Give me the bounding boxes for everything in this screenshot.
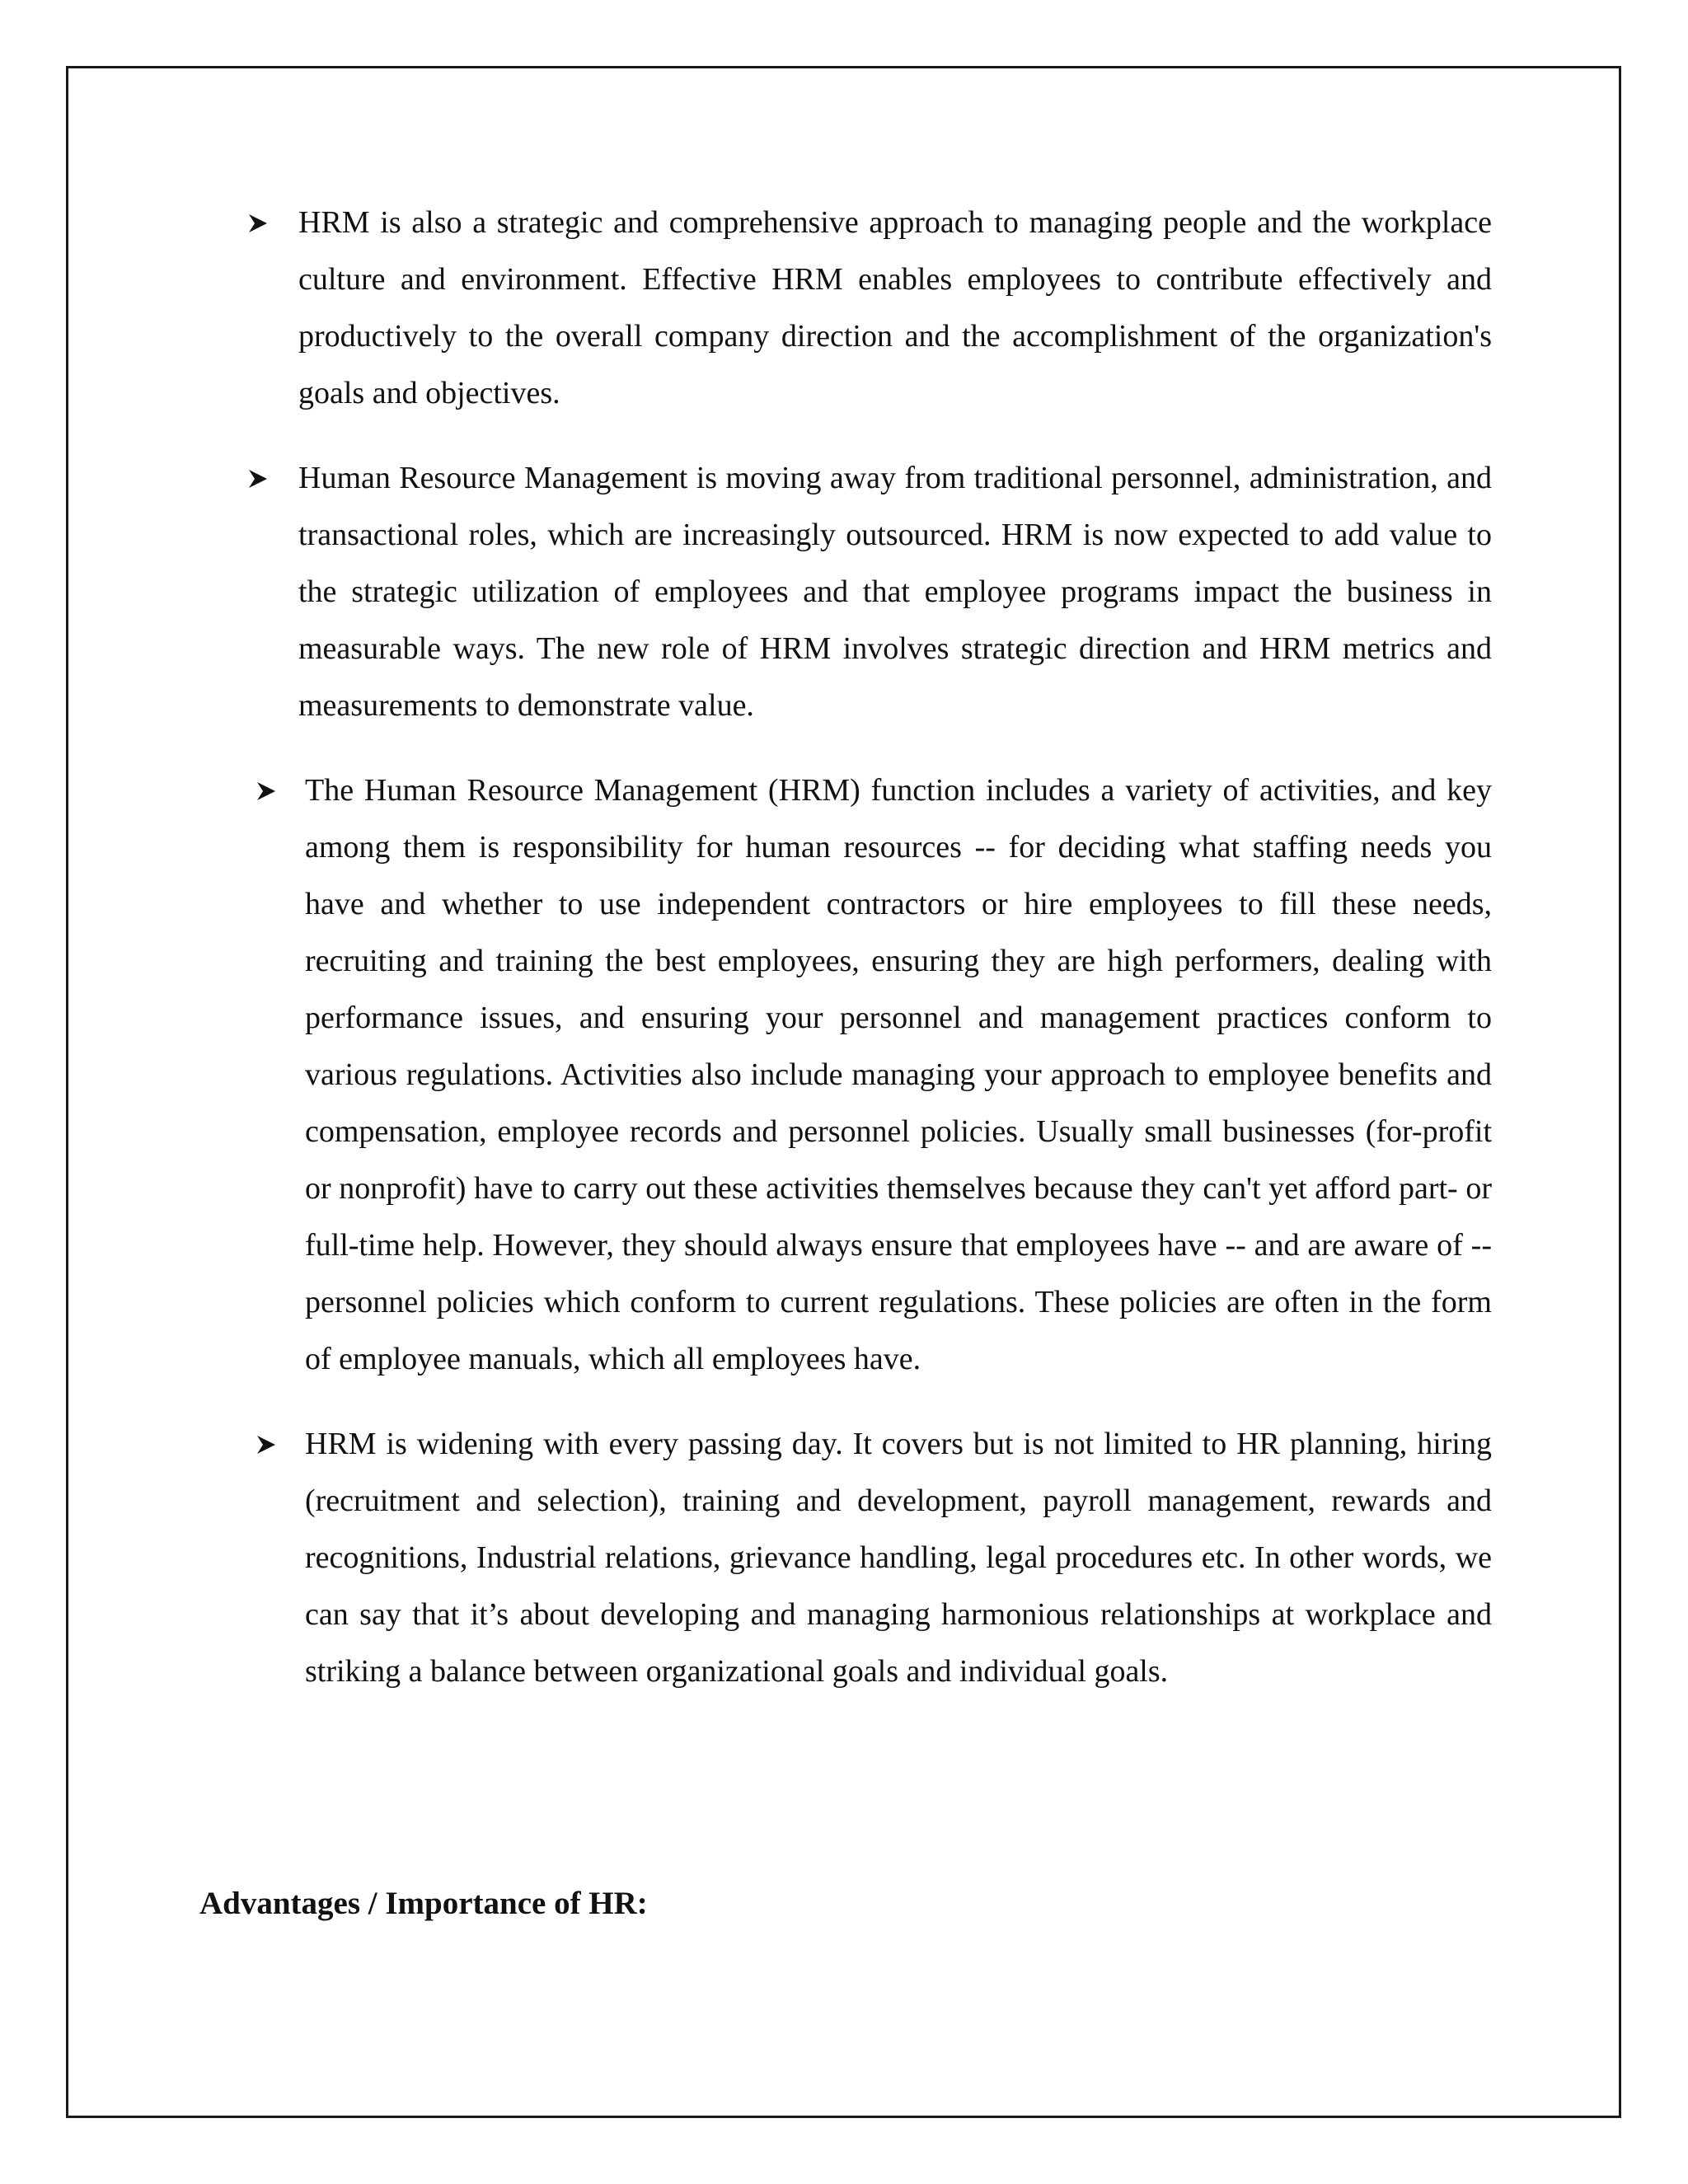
arrowhead-bullet-icon xyxy=(247,450,272,507)
bullet-item xyxy=(247,762,1492,1388)
bullet-text: HRM is also a strategic and comprehensive approach to managing people and the workplace culture and environment. Effective HRM enables employees to contribute effectively and productively to the overall company direction and the accomplishment of the organization's goals and objectives. xyxy=(298,205,1492,410)
bullet-item xyxy=(247,450,1492,734)
bullet-item xyxy=(247,1416,1492,1700)
bullet-text: The Human Resource Management (HRM) function includes a variety of activities, and key among them is responsibility for human resources -- for deciding what staffing needs you have and whether to use independent contractors or hire employees to fill these needs, recruiting and training the best employees, ensuring they are high performers, dealing with performance issues, and ensuring your personnel and management practices conform to various regulations. Activities also include managing your approach to employee benefits and compensation, employee records and personnel policies. Usually small businesses (for-profit or nonprofit) have to carry out these activities themselves because they can't yet afford part- or full-time help. However, they should always ensure that employees have -- and are aware of -- personnel policies which conform to current regulations. These policies are often in the form of employee manuals, which all employees have. xyxy=(305,773,1492,1376)
bullet-list xyxy=(247,194,1492,1728)
bullet-item xyxy=(247,194,1492,422)
section-heading: Advantages / Importance of HR: xyxy=(199,1886,648,1921)
bullet-text: HRM is widening with every passing day. It covers but is not limited to HR planning, hiring (recruitment and selection), training and development, payroll management, rewards and recognitions, Industrial relations, grievance handling, legal procedures etc. In other words, we can say that it’s about developing and managing harmonious relationships at workplace and striking a balance between organizational goals and individual goals. xyxy=(305,1427,1492,1689)
arrowhead-bullet-icon xyxy=(256,762,280,819)
arrowhead-bullet-icon xyxy=(256,1416,280,1473)
arrowhead-bullet-icon xyxy=(247,194,272,251)
bullet-text: Human Resource Management is moving away from traditional personnel, administration, and transactional roles, which are increasingly outsourced. HRM is now expected to add value to the strategic utilization of employees and that employee programs impact the business in measurable ways. The new role of HRM involves strategic direction and HRM metrics and measurements to demonstrate value. xyxy=(298,461,1492,723)
